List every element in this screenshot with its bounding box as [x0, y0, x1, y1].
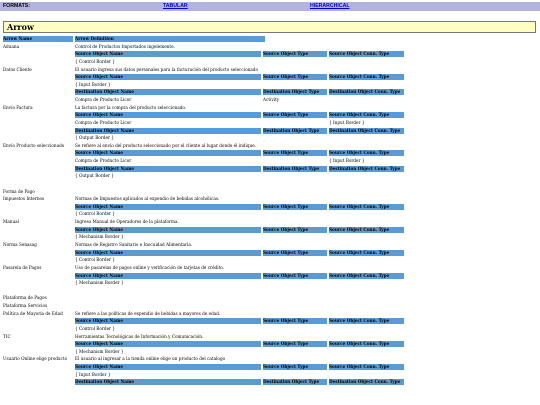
object-value-row	[3, 120, 536, 126]
object-type-value: Activity	[263, 97, 280, 103]
formats-label: FORMATS:	[3, 3, 30, 9]
arrow-name: Manual	[3, 219, 20, 225]
source-object-type-header: Source Object Type	[263, 204, 327, 210]
source-object-conn-type-header: Source Object Conn. Type	[329, 74, 404, 80]
object-name-value: { Output Border }	[75, 173, 114, 179]
source-object-name-header: Source Object Name	[75, 150, 261, 156]
arrow-definition: El usuario al ingresar a la tienda online elige un producto del catalogo	[75, 356, 226, 362]
destination-object-type-header: Destination Object Type	[263, 89, 327, 95]
source-object-conn-type-header: Source Object Conn. Type	[329, 250, 404, 256]
arrow-name: Aduana	[3, 43, 20, 49]
source-object-name-header: Source Object Name	[75, 51, 261, 57]
source-object-type-header: Source Object Type	[263, 51, 327, 57]
blank-row	[3, 288, 536, 294]
arrow-name: Pasarela de Pagos	[3, 264, 42, 270]
source-header-row	[3, 112, 536, 118]
object-value-row	[3, 349, 536, 355]
destination-object-conn-type-header: Destination Object Conn. Type	[329, 128, 404, 134]
source-object-name-header: Source Object Name	[75, 250, 261, 256]
source-object-conn-type-header: Source Object Conn. Type	[329, 51, 404, 57]
arrow-name: Envío Producto seleccionado	[3, 142, 65, 148]
destination-object-type-header: Destination Object Type	[263, 379, 327, 385]
source-object-type-header: Source Object Type	[263, 74, 327, 80]
object-name-value: Compra de Producto Licor	[75, 97, 132, 103]
object-conn-type-value	[329, 135, 404, 141]
object-conn-type-value	[329, 234, 404, 240]
object-value-row	[3, 173, 536, 179]
source-object-type-header: Source Object Type	[263, 318, 327, 324]
source-object-name-header: Source Object Name	[75, 341, 261, 347]
object-name-value: { Input Border }	[75, 81, 111, 87]
destination-object-conn-type-header: Destination Object Conn. Type	[329, 89, 404, 95]
object-value-row	[3, 158, 536, 164]
arrow-row	[3, 44, 536, 50]
hierarchical-link[interactable]: HIERARCHICAL	[310, 3, 350, 9]
source-object-conn-type-header: Source Object Conn. Type	[329, 341, 404, 347]
object-conn-type-value	[329, 372, 404, 378]
object-type-value	[263, 234, 327, 240]
source-object-type-header: Source Object Type	[263, 150, 327, 156]
arrow-definition	[75, 303, 405, 309]
object-conn-type-value: { Input Border }	[329, 119, 365, 125]
object-value-row	[3, 372, 536, 378]
object-type-value	[263, 257, 327, 263]
arrow-row	[3, 196, 536, 202]
object-value-row	[3, 82, 536, 88]
object-conn-type-value	[329, 173, 404, 179]
table-header-row	[3, 36, 536, 42]
object-conn-type-value	[329, 257, 404, 263]
object-type-value	[263, 158, 327, 164]
arrow-definition: Normas de Impuestos aplicados al expendio de bebidas alcohólicas.	[75, 196, 220, 202]
destination-object-conn-type-header: Destination Object Conn. Type	[329, 166, 404, 172]
object-value-row	[3, 280, 536, 286]
object-type-value	[263, 82, 327, 88]
arrow-row	[3, 67, 536, 73]
arrow-row	[3, 303, 536, 309]
source-object-type-header: Source Object Type	[263, 112, 327, 118]
arrow-definition	[75, 295, 405, 301]
source-object-name-header: Source Object Name	[75, 112, 261, 118]
source-object-name-header: Source Object Name	[75, 74, 261, 80]
column-header-arrow-definition: Arrow Definition	[75, 36, 265, 42]
arrow-row	[3, 265, 536, 271]
source-header-row	[3, 273, 536, 279]
source-object-type-header: Source Object Type	[263, 364, 327, 370]
tabular-link[interactable]: TABULAR	[163, 3, 188, 9]
object-type-value	[263, 326, 327, 332]
arrow-definition: La factura por la compra del producto seleccionado.	[75, 104, 187, 110]
arrow-definition: Normas de Registro Sanitario e Inocuidad Alimentaria.	[75, 242, 193, 247]
object-value-row	[3, 257, 536, 263]
arrow-definition: El usuario ingresa sus datos personales para la facturación del producto seleccionado	[75, 66, 258, 72]
arrow-row	[3, 242, 536, 248]
source-object-type-header: Source Object Type	[263, 250, 327, 256]
arrow-row	[3, 143, 536, 149]
arrow-row	[3, 105, 536, 111]
object-name-value: { Control Border }	[75, 58, 116, 64]
object-conn-type-value	[329, 82, 404, 88]
arrow-name: Datos Cliente	[3, 66, 32, 72]
destination-header-row	[3, 89, 536, 95]
arrow-name: Plataforma de Pagos	[3, 295, 47, 301]
object-value-row	[3, 135, 536, 141]
arrow-name: Usuario Online elige producto	[3, 356, 68, 362]
arrow-definition: Se refiere al envío del producto seleccionado por el cliente al lugar donde él indique.	[75, 142, 257, 148]
object-type-value	[263, 59, 327, 65]
arrow-name: Norma Senasag	[3, 242, 37, 247]
source-object-conn-type-header: Source Object Conn. Type	[329, 318, 404, 324]
destination-object-name-header: Destination Object Name	[75, 89, 261, 95]
object-conn-type-value	[329, 349, 404, 355]
source-object-name-header: Source Object Name	[75, 227, 261, 233]
source-header-row	[3, 150, 536, 156]
destination-header-row	[3, 166, 536, 172]
arrow-definition: Herramientas Tecnológicas de Información y Comunicación.	[75, 333, 204, 339]
object-name-value: { Control Border }	[75, 325, 116, 331]
object-type-value	[263, 135, 327, 141]
source-object-conn-type-header: Source Object Conn. Type	[329, 204, 404, 210]
source-header-row	[3, 51, 536, 57]
object-name-value: { Input Border }	[75, 371, 111, 377]
object-conn-type-value	[329, 97, 404, 103]
source-header-row	[3, 341, 536, 347]
source-header-row	[3, 250, 536, 256]
formats-bar	[0, 2, 540, 11]
object-type-value	[263, 349, 327, 355]
object-value-row	[3, 97, 536, 103]
arrow-definition: Control de Productos Importados ingelemente.	[75, 43, 175, 49]
arrow-row	[3, 334, 536, 340]
object-type-value	[263, 280, 327, 286]
object-conn-type-value: { Input Border }	[329, 158, 365, 164]
arrow-name: Forma de Pago	[3, 188, 35, 194]
source-object-name-header: Source Object Name	[75, 204, 261, 210]
source-object-name-header: Source Object Name	[75, 273, 261, 279]
arrow-definition: Uso de pasarelas de pagos online y verificación de tarjetas de crédito.	[75, 264, 225, 270]
column-header-arrow-name: Arrow Name	[3, 36, 73, 42]
arrow-name: Impuestos Internos	[3, 196, 45, 202]
arrow-name: Política de Mayoría de Edad	[3, 310, 63, 316]
source-header-row	[3, 204, 536, 210]
object-type-value	[263, 120, 327, 126]
source-object-type-header: Source Object Type	[263, 227, 327, 233]
object-value-row	[3, 234, 536, 240]
object-name-value: Compra de Producto Licor	[75, 158, 132, 164]
source-header-row	[3, 74, 536, 80]
source-object-conn-type-header: Source Object Conn. Type	[329, 150, 404, 156]
destination-object-name-header: Destination Object Name	[75, 379, 261, 385]
destination-header-row	[3, 128, 536, 134]
arrow-name: Plataforma Servicios	[3, 303, 48, 309]
object-name-value: { Mechanism Border }	[75, 348, 124, 354]
arrow-definition: Ingreso Manual de Operadores de la plataforma.	[75, 219, 179, 225]
destination-header-row	[3, 379, 536, 385]
arrow-row	[3, 219, 536, 225]
object-conn-type-value	[329, 326, 404, 332]
object-name-value: { Output Border }	[75, 135, 114, 141]
source-object-conn-type-header: Source Object Conn. Type	[329, 227, 404, 233]
object-conn-type-value	[329, 280, 404, 286]
object-name-value: { Mechanism Border }	[75, 280, 124, 286]
source-header-row	[3, 364, 536, 370]
object-value-row	[3, 211, 536, 217]
destination-object-type-header: Destination Object Type	[263, 128, 327, 134]
source-object-conn-type-header: Source Object Conn. Type	[329, 112, 404, 118]
object-name-value: { Control Border }	[75, 211, 116, 217]
arrow-definition: Se refiere a las políticas de expendio de bebidas a mayores de edad.	[75, 310, 221, 316]
destination-object-conn-type-header: Destination Object Conn. Type	[329, 379, 404, 385]
arrow-row	[3, 295, 536, 301]
object-value-row	[3, 326, 536, 332]
source-object-name-header: Source Object Name	[75, 364, 261, 370]
source-object-conn-type-header: Source Object Conn. Type	[329, 273, 404, 279]
destination-object-name-header: Destination Object Name	[75, 128, 261, 134]
source-header-row	[3, 227, 536, 233]
destination-object-name-header: Destination Object Name	[75, 166, 261, 172]
object-value-row	[3, 59, 536, 65]
object-type-value	[263, 372, 327, 378]
blank-row	[3, 181, 536, 187]
source-object-type-header: Source Object Type	[263, 341, 327, 347]
object-conn-type-value	[329, 59, 404, 65]
object-name-value: Compra de Producto Licor	[75, 119, 132, 125]
source-object-type-header: Source Object Type	[263, 273, 327, 279]
source-object-conn-type-header: Source Object Conn. Type	[329, 364, 404, 370]
arrow-name: Envío Factura	[3, 104, 33, 110]
source-object-name-header: Source Object Name	[75, 318, 261, 324]
object-name-value: { Mechanism Border }	[75, 234, 124, 240]
arrow-row	[3, 356, 536, 362]
destination-object-type-header: Destination Object Type	[263, 166, 327, 172]
arrow-name: TIC	[3, 333, 11, 339]
object-conn-type-value	[329, 211, 404, 217]
report-title: Arrow	[7, 22, 34, 32]
arrow-row	[3, 189, 536, 195]
object-type-value	[263, 173, 327, 179]
arrow-row	[3, 311, 536, 317]
source-header-row	[3, 318, 536, 324]
object-type-value	[263, 211, 327, 217]
report-title-box	[3, 21, 536, 33]
arrow-definition	[75, 189, 405, 195]
object-name-value: { Control Border }	[75, 257, 116, 263]
